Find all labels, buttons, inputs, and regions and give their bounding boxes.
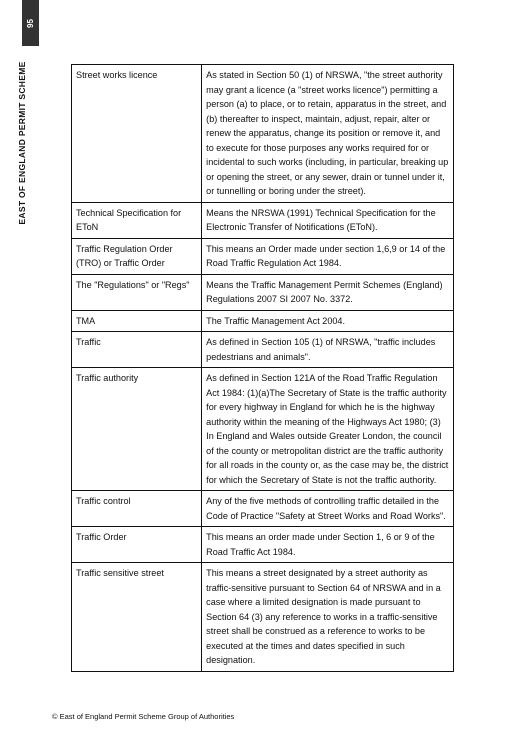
definitions-table xyxy=(71,64,454,672)
term-cell: The "Regulations" or "Regs" xyxy=(72,274,202,310)
term-cell: Traffic control xyxy=(72,491,202,527)
side-title xyxy=(10,61,34,225)
table-row xyxy=(72,65,454,203)
term-cell: Street works licence xyxy=(72,65,202,203)
term-cell: Traffic sensitive street xyxy=(72,563,202,672)
definition-cell: This means a street designated by a street authority as traffic-sensitive pursuant to Section 64 of NRSWA and in a case where a limited designation is made pursuant to Section 64 (3) any reference to works in a traffic-sensitive street shall be construed as a reference to works to be executed at the times and dates specified in such designation. xyxy=(202,563,454,672)
definition-cell: This means an order made under Section 1, 6 or 9 of the Road Traffic Act 1984. xyxy=(202,527,454,563)
page-number-tab xyxy=(22,0,39,46)
table-row xyxy=(72,368,454,491)
table-row xyxy=(72,310,454,332)
table-row xyxy=(72,274,454,310)
term-cell: Traffic Regulation Order (TRO) or Traffic Order xyxy=(72,238,202,274)
definition-cell: Any of the five methods of controlling traffic detailed in the Code of Practice "Safety at Street Works and Road Works". xyxy=(202,491,454,527)
term-cell: Traffic authority xyxy=(72,368,202,491)
term-cell: Traffic Order xyxy=(72,527,202,563)
table-row xyxy=(72,491,454,527)
definition-cell: As defined in Section 105 (1) of NRSWA, "traffic includes pedestrians and animals". xyxy=(202,332,454,368)
definition-cell: Means the Traffic Management Permit Schemes (England) Regulations 2007 SI 2007 No. 3372. xyxy=(202,274,454,310)
definition-cell: As stated in Section 50 (1) of NRSWA, "the street authority may grant a licence (a "street works licence") permitting a person (a) to place, or to retain, apparatus in the street, and (b) thereafter to inspect, maintain, adjust, repair, alter or renew the apparatus, change its position or remove it, and to execute for those purposes any works required for or incidental to such works (including, in particular, breaking up or opening the street, or any sewer, drain or tunnel under it, or tunnelling or boring under the street). xyxy=(202,65,454,203)
side-bar xyxy=(0,0,39,748)
definition-cell: This means an Order made under section 1,6,9 or 14 of the Road Traffic Regulation Act 1984. xyxy=(202,238,454,274)
definition-cell: The Traffic Management Act 2004. xyxy=(202,310,454,332)
table-row xyxy=(72,527,454,563)
definition-cell: Means the NRSWA (1991) Technical Specification for the Electronic Transfer of Notifications (EToN). xyxy=(202,202,454,238)
footer-copyright: © East of England Permit Scheme Group of Authorities xyxy=(52,712,235,721)
term-cell: Technical Specification for EToN xyxy=(72,202,202,238)
side-title-text: EAST OF ENGLAND PERMIT SCHEME xyxy=(17,61,27,225)
table-row xyxy=(72,332,454,368)
term-cell: TMA xyxy=(72,310,202,332)
definition-cell: As defined in Section 121A of the Road Traffic Regulation Act 1984: (1)(a)The Secretary of State is the traffic authority for every highway in England for which he is the highway authority within the meaning of the Highways Act 1980; (3) In England and Wales outside Greater London, the council of the county or metropolitan district are the traffic authority for all roads in the county or, as the case may be, the district for which the Secretary of State is not the traffic authority. xyxy=(202,368,454,491)
page-number: 95 xyxy=(26,18,35,28)
term-cell: Traffic xyxy=(72,332,202,368)
table-row xyxy=(72,238,454,274)
table-row xyxy=(72,563,454,672)
table-row xyxy=(72,202,454,238)
